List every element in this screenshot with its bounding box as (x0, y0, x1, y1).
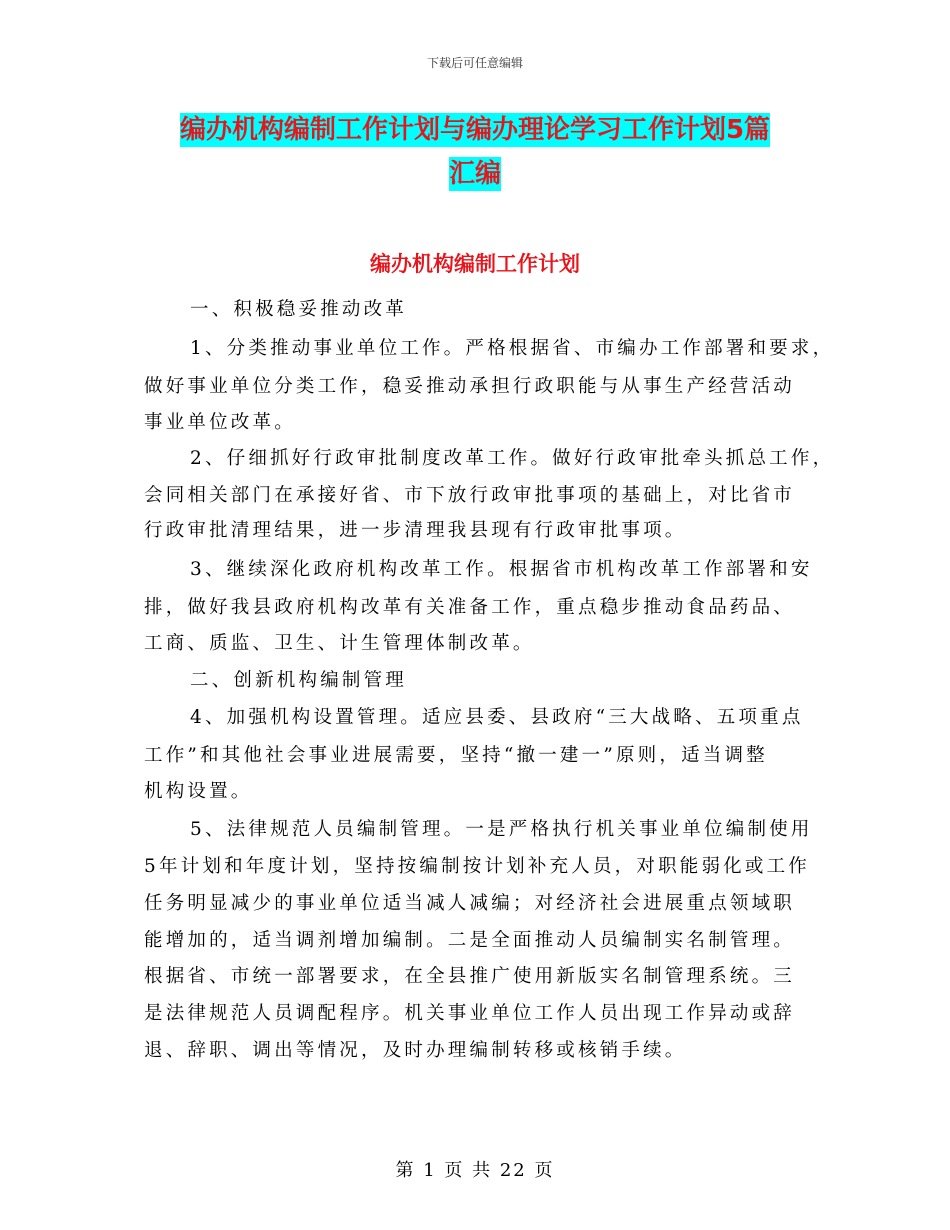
document-title-text-2: 汇编 (448, 159, 501, 189)
paragraph-4-line-2: 工作”和其他社会事业进展需要，坚持“撤一建一”原则，适当调整 (144, 745, 768, 766)
document-title-text-1: 编办机构编制工作计划与编办理论学习工作计划5篇 (179, 115, 771, 145)
paragraph-5-line-2: 5年计划和年度计划，坚持按编制按计划补充人员，对职能弱化或工作 (144, 856, 810, 877)
page-number-footer: 第 1 页 共 22 页 (395, 1160, 555, 1181)
paragraph-5-line-7: 退、辞职、调出等情况，及时办理编制转移或核销手续。 (144, 1040, 687, 1061)
document-title-line-1 (0, 113, 950, 147)
paragraph-2-line-1: 2、仔细抓好行政审批制度改革工作。做好行政审批牵头抓总工作， (190, 448, 835, 469)
paragraph-2-line-2: 会同相关部门在承接好省、市下放行政审批事项的基础上，对比省市 (144, 485, 796, 506)
paragraph-5-line-4: 能增加的，适当调剂增加编制。二是全面推动人员编制实名制管理。 (144, 930, 796, 951)
paragraph-3-line-3: 工商、质监、卫生、计生管理体制改革。 (144, 633, 535, 654)
paragraph-4-line-1: 4、加强机构设置管理。适应县委、县政府“三大战略、五项重点 (190, 707, 804, 728)
paragraph-1-line-3: 事业单位改革。 (144, 412, 296, 433)
header-note: 下载后可任意编辑 (426, 56, 523, 70)
paragraph-1-line-2: 做好事业单位分类工作，稳妥推动承担行政职能与从事生产经营活动 (144, 376, 796, 397)
paragraph-3-line-1: 3、继续深化政府机构改革工作。根据省市机构改革工作部署和安 (190, 559, 813, 580)
document-title-line-2 (0, 157, 950, 191)
paragraph-5-line-5: 根据省、市统一部署要求，在全县推广使用新版实名制管理系统。三 (144, 966, 796, 987)
paragraph-3-line-2: 排，做好我县政府机构改革有关准备工作，重点稳步推动食品药品、 (144, 597, 796, 618)
paragraph-5-line-1: 5、法律规范人员编制管理。一是严格执行机关事业单位编制使用 (190, 819, 813, 840)
heading-management: 二、创新机构编制管理 (190, 670, 408, 691)
paragraph-5-line-3: 任务明显减少的事业单位适当减人减编；对经济社会进展重点领域职 (144, 893, 796, 914)
paragraph-5-line-6: 是法律规范人员调配程序。机关事业单位工作人员出现工作异动或辞 (144, 1003, 796, 1024)
paragraph-4-line-3: 机构设置。 (144, 781, 253, 802)
paragraph-2-line-3: 行政审批清理结果，进一步清理我县现有行政审批事项。 (144, 520, 687, 541)
paragraph-1-line-1: 1、分类推动事业单位工作。严格根据省、市编办工作部署和要求， (190, 338, 835, 359)
heading-reform: 一、积极稳妥推动改革 (190, 299, 408, 320)
section-heading: 编办机构编制工作计划 (370, 252, 580, 276)
